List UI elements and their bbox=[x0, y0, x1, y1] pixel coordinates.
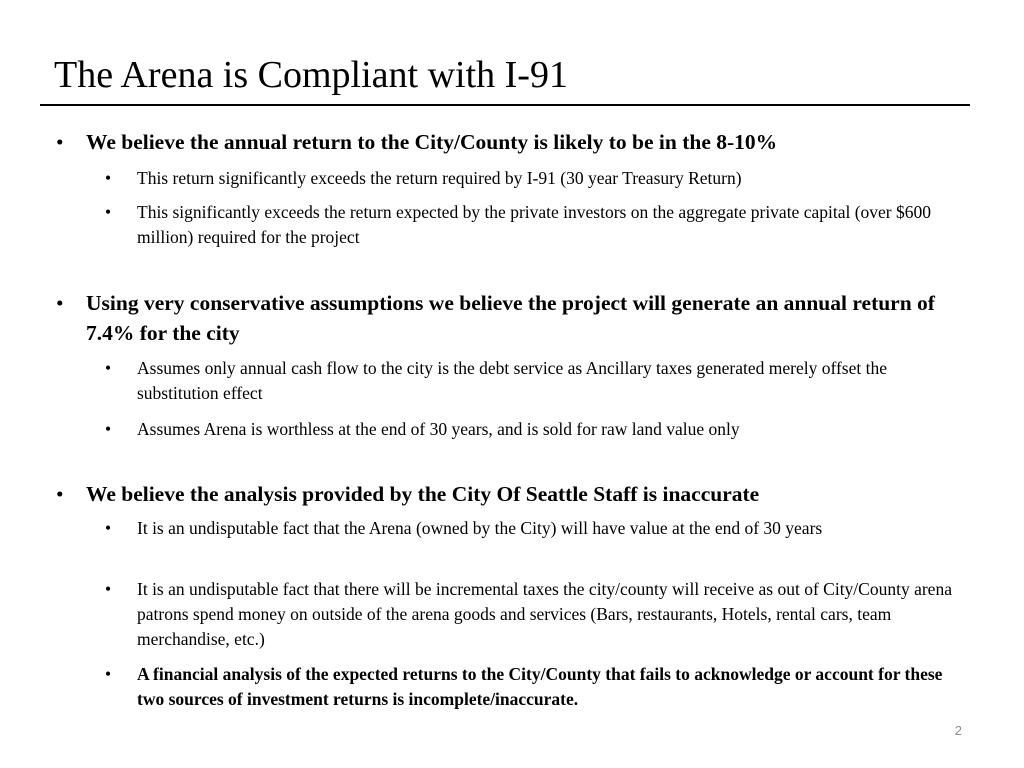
list-item bbox=[105, 516, 967, 541]
list-item bbox=[105, 417, 967, 442]
section-heading-text: We believe the annual return to the City/County is likely to be in the 8-10% bbox=[86, 130, 778, 154]
bullet-icon: • bbox=[56, 130, 64, 154]
bullet-icon: • bbox=[105, 579, 112, 599]
list-item-text: It is an undisputable fact that there will be incremental taxes the city/county will receive as out of City/County arena patrons spend money on outside of the arena goods and services (Bars, restaurants, Hotels, rental cars, team merchandise, etc.) bbox=[137, 579, 952, 649]
list-item-text: This significantly exceeds the return expected by the private investors on the aggregate private capital (over $600 million) required for the project bbox=[137, 202, 932, 247]
list-item bbox=[105, 356, 967, 406]
bullet-icon: • bbox=[105, 518, 112, 538]
section-heading-analysis-inaccurate bbox=[56, 479, 966, 509]
list-item bbox=[105, 662, 967, 712]
section-heading-text: We believe the analysis provided by the City Of Seattle Staff is inaccurate bbox=[86, 482, 760, 506]
list-item-text: It is an undisputable fact that the Arena (owned by the City) will have value at the end of 30 years bbox=[137, 518, 823, 538]
section-heading-conservative-assumptions bbox=[56, 288, 966, 348]
section-heading-text: Using very conservative assumptions we believe the project will generate an annual return of 7.4% for the city bbox=[86, 291, 935, 345]
list-item-text: Assumes only annual cash flow to the city is the debt service as Ancillary taxes generated merely offset the substitution effect bbox=[137, 358, 888, 403]
list-item-text: This return significantly exceeds the return required by I-91 (30 year Treasury Return) bbox=[137, 168, 742, 188]
list-item-text: Assumes Arena is worthless at the end of 30 years, and is sold for raw land value only bbox=[137, 419, 740, 439]
bullet-icon: • bbox=[56, 291, 64, 315]
list-item bbox=[105, 200, 967, 250]
list-item bbox=[105, 577, 967, 652]
section-heading-annual-return bbox=[56, 127, 966, 157]
bullet-icon: • bbox=[105, 202, 112, 222]
page-number: 2 bbox=[954, 723, 962, 738]
bullet-icon: • bbox=[105, 168, 112, 188]
bullet-icon: • bbox=[105, 358, 112, 378]
list-item bbox=[105, 166, 967, 191]
bullet-icon: • bbox=[56, 482, 64, 506]
list-item-text: A financial analysis of the expected returns to the City/County that fails to acknowledge or account for these two sources of investment returns is incomplete/inaccurate. bbox=[137, 664, 943, 709]
slide-title: The Arena is Compliant with I-91 bbox=[54, 54, 568, 96]
bullet-icon: • bbox=[105, 664, 112, 684]
bullet-icon: • bbox=[105, 419, 112, 439]
